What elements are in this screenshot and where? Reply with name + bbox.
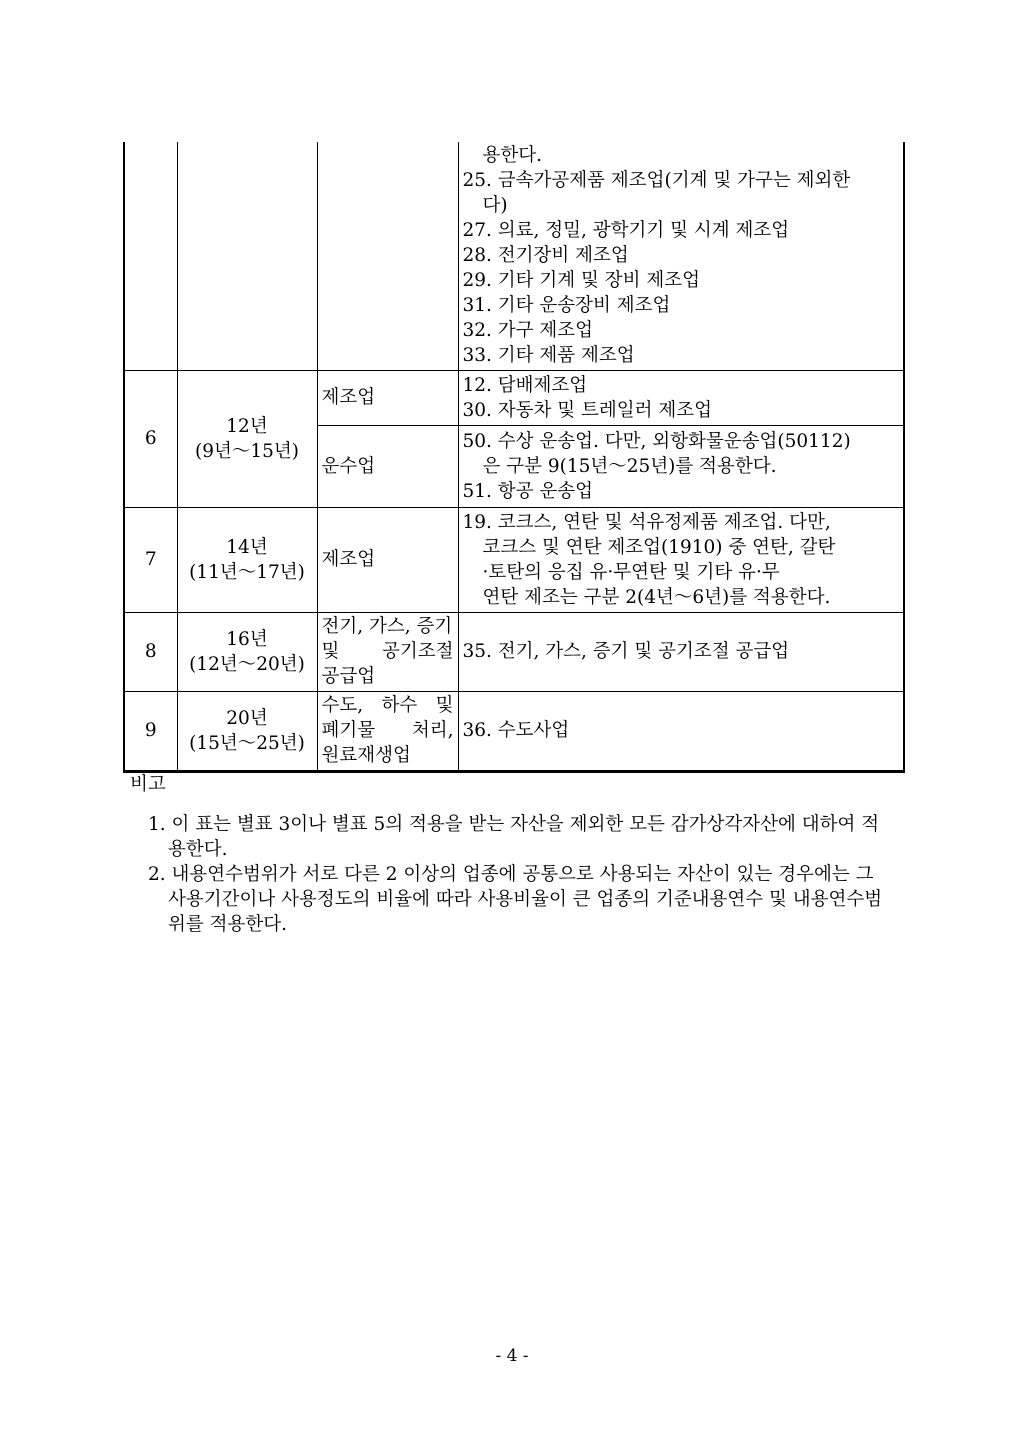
- category-number-cell: [124, 142, 177, 370]
- table-row: [124, 612, 904, 691]
- note-text: 2. 내용연수범위가 서로 다른 2 이상의 업종에 공통으로 사용되는 자산이 있는 경우에는 그 사용기간이나 사용정도의 비율에 따라 사용비율이 큰 업종의 기준내용연수 및 내용연수범위를 적용한다.: [148, 864, 883, 935]
- industry-name: 원료재생업: [321, 745, 411, 766]
- industry-name: 및 공기조절: [321, 641, 454, 662]
- industry-name: 제조업: [321, 387, 376, 408]
- page-number: - 4 -: [495, 1346, 529, 1366]
- industry-cell: [317, 507, 458, 612]
- item-line: 31. 기타 운송장비 제조업: [462, 295, 671, 317]
- useful-life-cell: [177, 142, 317, 370]
- standard-years: 12년: [226, 415, 268, 437]
- item-line: 연탄 제조는 구분 2(4년～6년)를 적용한다.: [482, 586, 831, 608]
- useful-life-cell: [177, 370, 317, 507]
- years-range: (12년～20년): [189, 653, 305, 675]
- industry-name: 전기, 가스, 증기: [321, 616, 453, 637]
- item-list-cell: [458, 425, 904, 507]
- item-line: 12. 담배제조업: [462, 374, 588, 396]
- category-number: 8: [144, 641, 157, 662]
- item-line: 은 구분 9(15년～25년)를 적용한다.: [482, 455, 777, 477]
- item-line: 36. 수도사업: [462, 720, 570, 741]
- table-row: [124, 142, 904, 370]
- item-line: 27. 의료, 정밀, 광학기기 및 시계 제조업: [462, 220, 790, 242]
- industry-cell: [317, 425, 458, 507]
- item-line: 35. 전기, 가스, 증기 및 공기조절 공급업: [462, 641, 790, 662]
- industry-name: 제조업: [321, 549, 376, 570]
- item-list-cell: [458, 142, 904, 370]
- useful-life-cell: [177, 691, 317, 771]
- item-line: 51. 항공 운송업: [462, 480, 594, 502]
- item-line: 50. 수상 운송업. 다만, 외항화물운송업(50112): [462, 430, 851, 452]
- industry-cell: [317, 612, 458, 691]
- category-number-cell: [124, 370, 177, 507]
- notes-section: [130, 772, 896, 937]
- note-text: 1. 이 표는 별표 3이나 별표 5의 적용을 받는 자산을 제외한 모든 감가상각자산에 대하여 적용한다.: [148, 814, 880, 860]
- useful-life-cell: [177, 612, 317, 691]
- item-line: 29. 기타 기계 및 장비 제조업: [462, 270, 701, 292]
- industry-cell: [317, 142, 458, 370]
- depreciation-table: [123, 142, 905, 773]
- item-line: 32. 가구 제조업: [462, 320, 594, 342]
- note-item: [130, 862, 896, 937]
- industry-name: 공급업: [321, 666, 376, 687]
- item-line: 용한다.: [482, 145, 542, 167]
- item-list-cell: [458, 612, 904, 691]
- table-row: [124, 370, 904, 425]
- item-line: 19. 코크스, 연탄 및 석유정제품 제조업. 다만,: [462, 511, 831, 533]
- category-number-cell: [124, 691, 177, 771]
- note-item: [130, 812, 896, 862]
- standard-years: 20년: [226, 707, 268, 729]
- years-range: (9년～15년): [195, 440, 299, 462]
- category-number: 7: [144, 549, 157, 570]
- category-number: 9: [144, 720, 157, 741]
- category-number-cell: [124, 612, 177, 691]
- years-range: (11년～17년): [189, 561, 305, 583]
- industry-cell: [317, 691, 458, 771]
- item-line: 다): [482, 195, 508, 217]
- industry-name: 폐기물 처리,: [321, 720, 454, 741]
- industry-cell: [317, 370, 458, 425]
- item-list-cell: [458, 691, 904, 771]
- industry-name: 운수업: [321, 455, 376, 477]
- useful-life-cell: [177, 507, 317, 612]
- category-number-cell: [124, 507, 177, 612]
- item-list-cell: [458, 370, 904, 425]
- item-line: 30. 자동차 및 트레일러 제조업: [462, 399, 713, 421]
- years-range: (15년～25년): [189, 732, 305, 754]
- item-line: 코크스 및 연탄 제조업(1910) 중 연탄, 갈탄: [482, 536, 836, 558]
- standard-years: 16년: [226, 628, 268, 650]
- notes-title: 비고: [130, 774, 166, 795]
- table-row: [124, 691, 904, 771]
- item-line: 33. 기타 제품 제조업: [462, 345, 635, 367]
- item-list-cell: [458, 507, 904, 612]
- industry-name: 수도, 하수 및: [321, 695, 454, 716]
- standard-years: 14년: [226, 536, 268, 558]
- item-line: 28. 전기장비 제조업: [462, 245, 629, 267]
- item-line: ·토탄의 응집 유·무연탄 및 기타 유·무: [482, 561, 780, 583]
- item-line: 25. 금속가공제품 제조업(기계 및 가구는 제외한: [462, 170, 851, 192]
- category-number: 6: [144, 428, 157, 449]
- table-row: [124, 507, 904, 612]
